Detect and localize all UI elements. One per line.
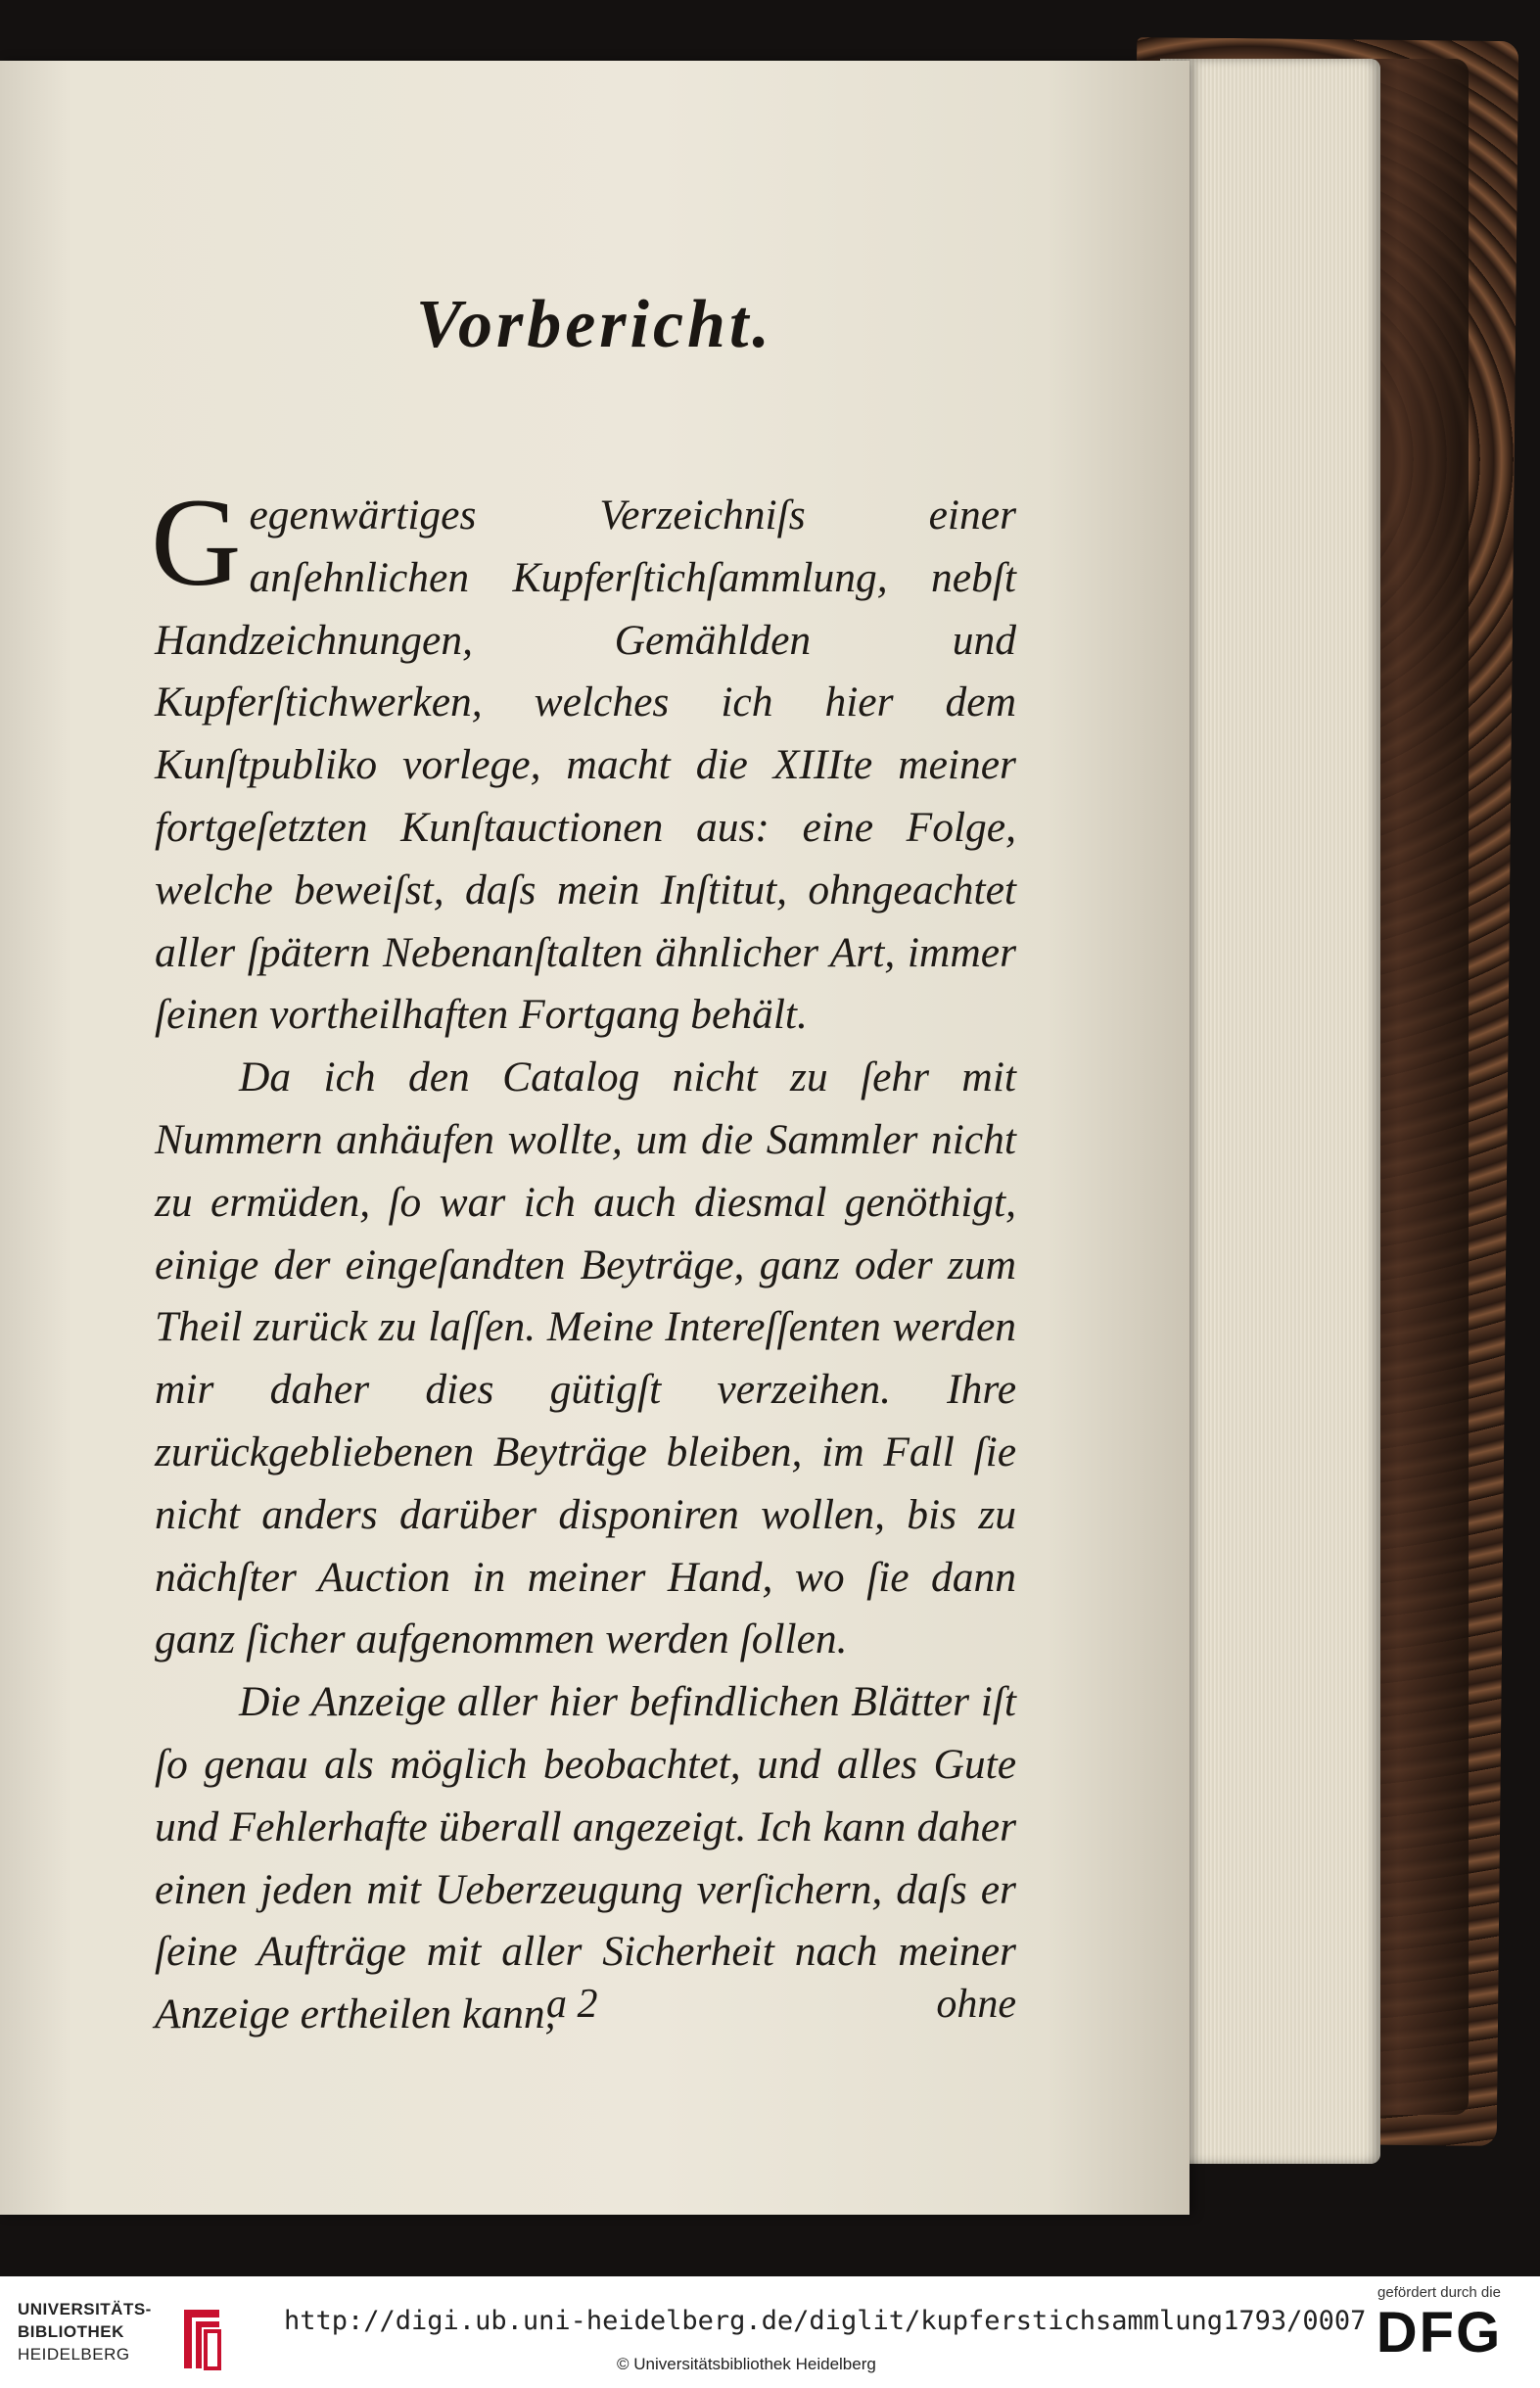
page-block-edge xyxy=(1160,59,1380,2164)
library-name-line2: BIBLIOTHEK xyxy=(18,2322,124,2341)
page-title: Vorbericht. xyxy=(416,287,773,362)
signature-mark: a 2 xyxy=(546,1982,598,2027)
funding-badge[interactable] xyxy=(1356,2284,1522,2382)
copyright-notice: © Universitätsbibliothek Heidelberg xyxy=(617,2355,876,2373)
drop-cap: G xyxy=(151,473,242,612)
paragraph-1-text: egenwärtiges Verzeichniſs einer anſehnlichen Kupferſtichſammlung, nebſt Handzeichnungen, Gemählden und Kupferſtichwerken, welches ich hier dem Kunſtpubliko vorlege, macht die XIIIte meiner fortgeſetzten Kunſtauctionen aus: eine Folge, welche beweiſst, daſs mein Inſtitut, ohngeachtet aller ſpätern Nebenanſtalten ähnlicher Art, immer ſeinen vortheilhaften Fortgang behält. xyxy=(155,492,1016,1039)
library-name-line3: HEIDELBERG xyxy=(18,2345,130,2364)
paragraph-2: Da ich den Catalog nicht zu ſehr mit Nummern anhäufen wollte, um die Sammler nicht zu ermüden, ſo war ich auch diesmal genöthigt, einige der eingeſandten Beyträge, ganz oder zum Theil zurück zu laſſen. Meine Intereſſenten werden mir daher dies gütigſt verzeihen. Ihre zurückgebliebenen Beyträge bleiben, im Fall ſie nicht anders darüber disponiren wollen, bis zu nächſter Auction in meiner Hand, wo ſie dann ganz ſicher aufgenommen werden ſollen. xyxy=(155,1054,1016,1663)
dfg-logo: DFG xyxy=(1376,2301,1503,2365)
page-footer-line xyxy=(155,1981,1016,2039)
body-text xyxy=(151,473,1016,2046)
library-logo[interactable] xyxy=(18,2298,243,2376)
funding-caption: gefördert durch die xyxy=(1377,2284,1501,2301)
permalink-url[interactable]: http://digi.ub.uni-heidelberg.de/diglit/kupferstichsammlung1793/0007 xyxy=(284,2306,1367,2336)
paragraph-1 xyxy=(151,473,1016,1047)
paragraph-3: Die Anzeige aller hier befindlichen Blätter iſt ſo genau als möglich beobachtet, und alles Gute und Fehlerhafte überall angezeigt. Ich kann daher einen jeden mit Ueberzeugung verſichern, daſs er ſeine Aufträge mit aller Sicherheit nach meiner Anzeige ertheilen kann, xyxy=(155,1678,1016,2038)
library-emblem-icon xyxy=(176,2304,225,2374)
viewer-footer xyxy=(0,2276,1540,2388)
catchword: ohne xyxy=(936,1982,1016,2027)
library-name-line1: UNIVERSITÄTS- xyxy=(18,2300,152,2318)
